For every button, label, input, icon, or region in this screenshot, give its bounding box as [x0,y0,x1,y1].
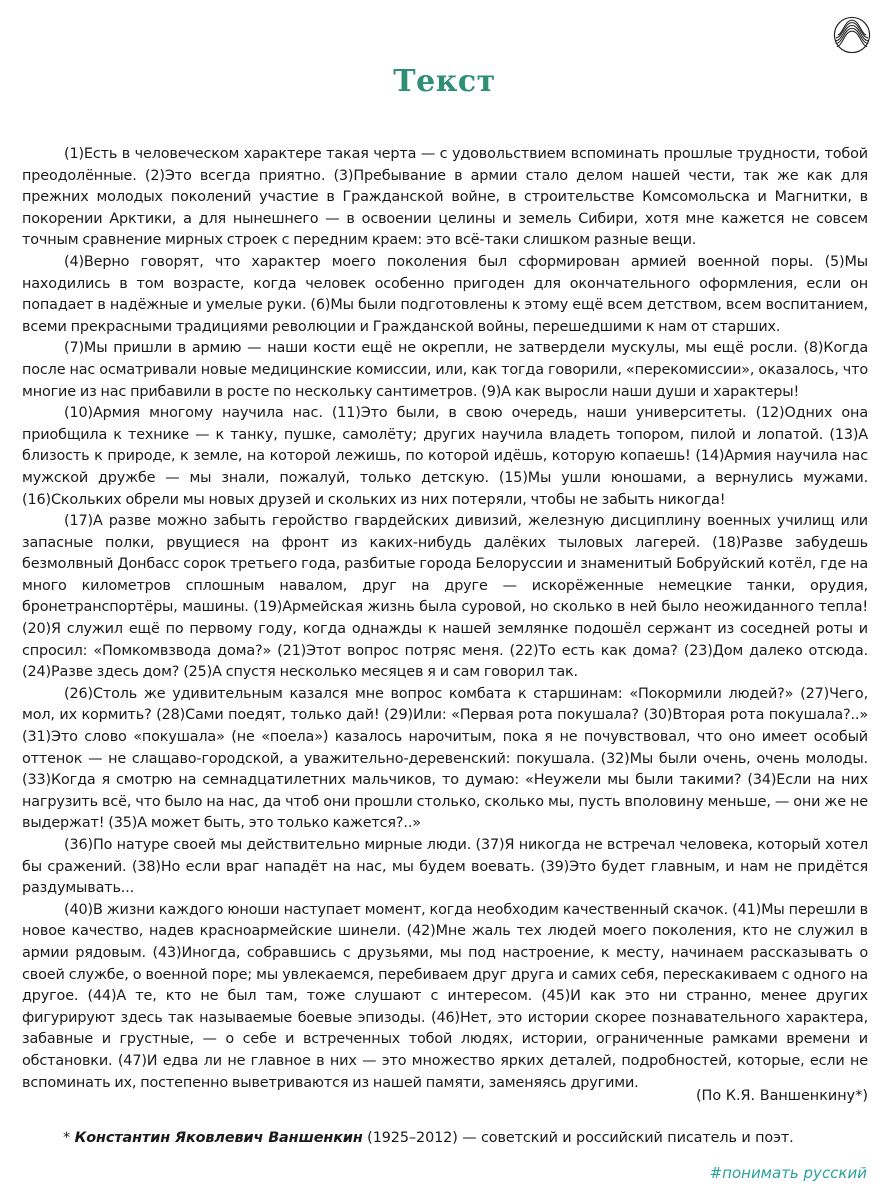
footnote-marker: * [63,1130,75,1146]
hashtag-link[interactable]: #понимать русский [709,1164,867,1182]
paragraph: (4)Верно говорят, что характер моего поколения был сформирован армией военной поры. (5)Мы находились в том возрасте, когда человек особенно пригоден для окончательного оформления, если он попадает в надёжные и умелые руки. (6)Мы были подготовлены к этому ещё всем детством, всем воспитанием, всеми прекрасными традициями революции и Гражданской войны, перешедшими к нам от старших. [22,253,868,335]
paragraph: (7)Мы пришли в армию — наши кости ещё не окрепли, не затвердели мускулы, мы ещё росли. (8)Когда после нас осматривали новые медицинские комиссии, или, как тогда говорили, «перекомиссии», оказалось, что многие из нас прибавили в росте по нескольку сантиметров. (9)А как выросли наши души и характеры! [22,340,868,400]
paragraph: (36)По натуре своей мы действительно мирные люди. (37)Я никогда не встречал человека, который хотел бы сражений. (38)Но если враг нападёт на нас, мы будем воевать. (39)Это будет главным, и нам не придётся раздумывать... [22,837,868,897]
page-title: Текст [393,64,496,99]
footnote-description: (1925–2012) — советский и российский писатель и поэт. [362,1130,794,1146]
paragraph: (1)Есть в человеческом характере такая черта — с удовольствием вспоминать прошлые трудности, тобой преодолённые. (2)Это всегда приятно. (3)Пребывание в армии стало делом нашей чести, так же как для прежних молодых поколений участие в Гражданской войне, в строительстве Комсомольска и Магнитки, в покорении Арктики, а для нынешнего — в освоении целины и земель Сибири, хотя мне кажется не совсем точным сравнение мирных строек с передним краем: это всё-таки слишком разные вещи. [22,146,868,249]
footnote-author-name: Константин Яковлевич Ваншенкин [74,1130,363,1146]
paragraph: (17)А разве можно забыть геройство гвардейских дивизий, железную дисциплину военных училищ или запасные полки, рвущиеся на фронт из каких-нибудь далёких тыловых лагерей. (18)Разве забудешь безмолвный Донбасс сорок третьего года, разбитые города Белоруссии и знаменитый Бобруйский котёл, где на много километров сплошным навалом, друг на друге — искорёженные немецкие танки, орудия, бронетранспортёры, машины. (19)Армейская жизнь была суровой, но сколько в ней было неожиданного тепла! (20)Я служил ещё по первому году, когда однажды к нашей землянке подошёл сержант из соседней роты и спросил: «Помкомвзвода дома?» (21)Этот вопрос потряс меня. (22)То есть как дома? (23)Дом далеко отсюда. (24)Разве здесь дом? (25)А спустя несколько месяцев я и сам говорил так. [22,513,868,681]
main-text [22,144,868,1094]
paragraph: (26)Столь же удивительным казался мне вопрос комбата к старшинам: «Покормили людей?» (27)Чего, мол, их кормить? (28)Сами поедят, только дай! (29)Или: «Первая рота покушала? (30)Вторая рота покушала?..» (31)Это слово «покушала» (не «поела») казалось нарочитым, пока я не почувствовал, что оно имеет особый оттенок — не слащаво-городской, а уважительно-деревенский: покушала. (32)Мы были очень, очень молоды. (33)Когда я смотрю на семнадцатилетних мальчиков, то думаю: «Неужели мы были такими? (34)Если на них нагрузить всё, что было на нас, да чтоб они прошли столько, сколько мы, пусть вполовину меньше, — они же не выдержат! (35)А может быть, это только кажется?..» [22,685,868,832]
paragraph: (10)Армия многому научила нас. (11)Это были, в свою очередь, наши университеты. (12)Одних она приобщила к технике — к танку, пушке, самолёту; других научила владеть топором, пилой и лопатой. (13)А близость к природе, к земле, на которой лежишь, по которой идёшь, которую копаешь! (14)Армия научила нас мужской дружбе — мы знали, пожалуй, только детскую. (15)Мы ушли юношами, а вернулись мужами. (16)Скольких обрели мы новых друзей и скольких из них потеряли, чтобы не забыть никогда! [22,405,868,508]
paragraph: (40)В жизни каждого юноши наступает момент, когда необходим качественный скачок. (41)Мы перешли в новое качество, надев красноармейские шинели. (42)Мне жаль тех людей моего поколения, кто не служил в армии рядовым. (43)Иногда, собравшись с друзьями, мы под настроение, к месту, начинаем рассказывать о своей службе, о военной поре; мы увлекаемся, перебиваем друг друга и самих себя, перескакиваем с одного на другое. (44)А те, кто не был там, тоже слушают с интересом. (45)И как это ни странно, менее других фигурируют здесь так называемые боевые эпизоды. (46)Нет, это истории скорее познавательного характера, забавные и грустные, — о себе и встреченных тобой людях, истории, ограниченные рамками времени и обстановки. (47)И едва ли не главное в них — это множество ярких деталей, подробностей, которые, если не вспоминать их, постепенно выветриваются из нашей памяти, заменяясь другими. [22,901,868,1091]
wave-circle-logo-icon [833,16,871,54]
author-footnote [63,1128,794,1150]
source-attribution: (По К.Я. Ваншенкину*) [695,1088,868,1104]
